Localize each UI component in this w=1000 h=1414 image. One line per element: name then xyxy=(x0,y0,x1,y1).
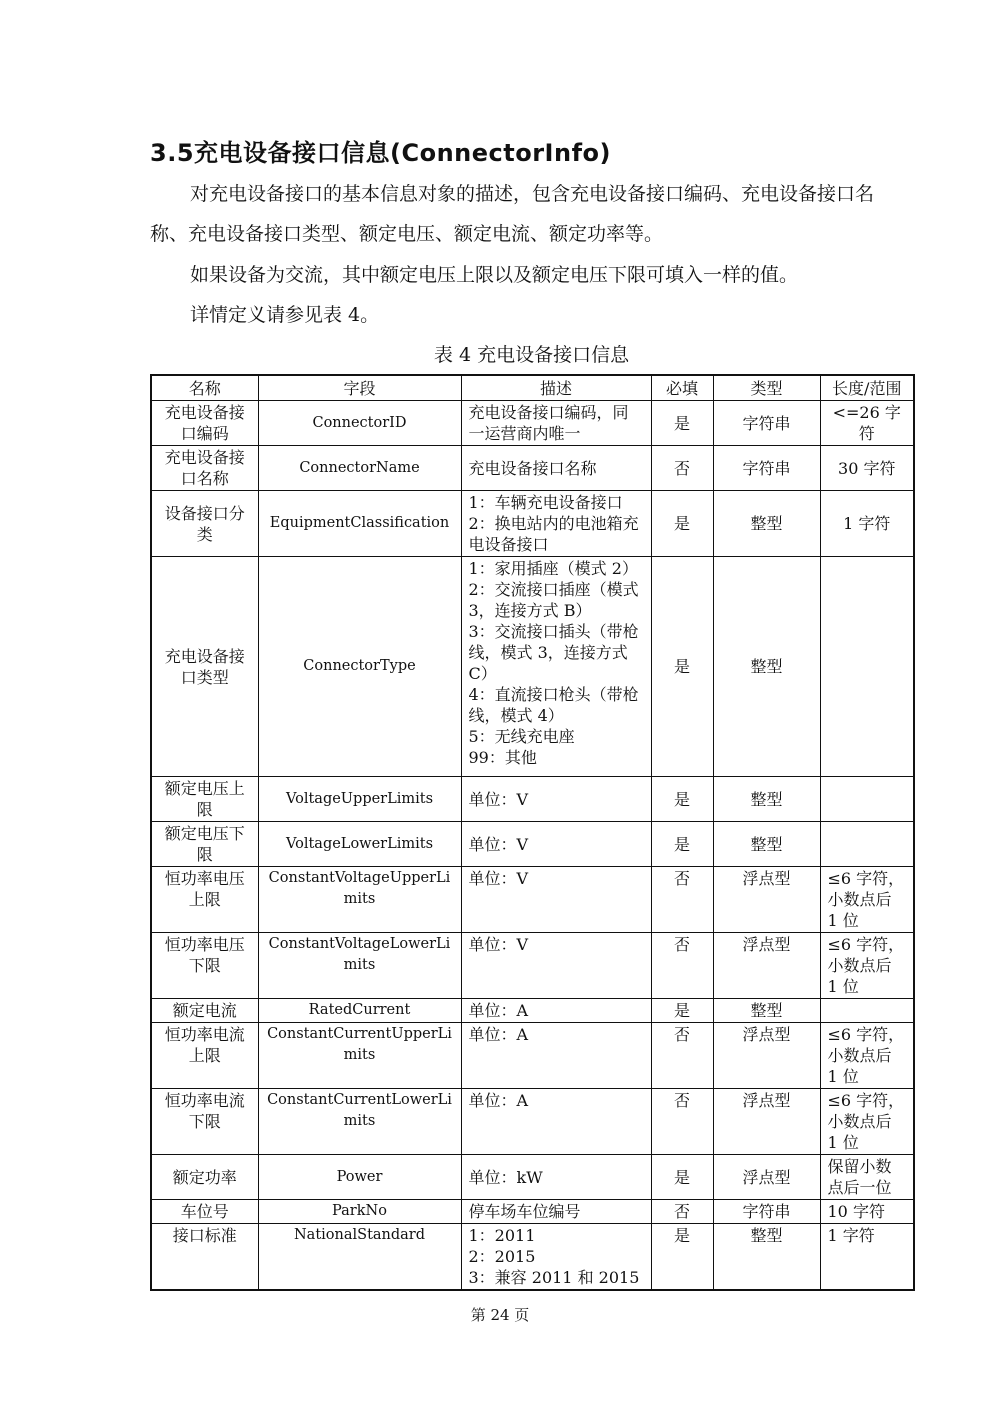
table-header-row xyxy=(151,375,914,401)
description-line: 2：交流接口插座（模式 3，连接方式 B） xyxy=(468,580,639,620)
cell-type: 浮点型 xyxy=(713,1023,820,1089)
cell-field: VoltageLowerLimits xyxy=(258,822,461,867)
cell-description xyxy=(461,557,651,777)
description-line: 单位：V xyxy=(468,789,529,809)
cell-length: 保留小数点后一位 xyxy=(820,1155,914,1200)
table-row xyxy=(151,1089,914,1155)
cell-length xyxy=(820,999,914,1023)
cell-description xyxy=(461,401,651,446)
table-row xyxy=(151,446,914,491)
cell-field: Power xyxy=(258,1155,461,1200)
cell-field: NationalStandard xyxy=(258,1224,461,1291)
cell-type: 浮点型 xyxy=(713,1089,820,1155)
table-row xyxy=(151,1023,914,1089)
cell-name: 充电设备接口类型 xyxy=(151,557,258,777)
header-type: 类型 xyxy=(713,375,820,401)
cell-length: <=26 字符 xyxy=(820,401,914,446)
cell-type: 整型 xyxy=(713,1224,820,1291)
cell-length: 1 字符 xyxy=(820,1224,914,1291)
description-line: 4：直流接口枪头（带枪线，模式 4） xyxy=(468,685,639,725)
cell-name: 充电设备接口编码 xyxy=(151,401,258,446)
table-row xyxy=(151,1200,914,1224)
description-line: 1：车辆充电设备接口 xyxy=(468,493,623,512)
description-line: 充电设备接口编码，同一运营商内唯一 xyxy=(468,403,629,443)
cell-type: 整型 xyxy=(713,777,820,822)
cell-length: 10 字符 xyxy=(820,1200,914,1224)
page-number: 第 24 页 xyxy=(470,1306,530,1324)
cell-description xyxy=(461,1155,651,1200)
cell-type: 字符串 xyxy=(713,1200,820,1224)
cell-required: 是 xyxy=(651,999,713,1023)
cell-name: 接口标准 xyxy=(151,1224,258,1291)
description-line: 充电设备接口名称 xyxy=(468,458,597,478)
cell-required: 否 xyxy=(651,867,713,933)
cell-description xyxy=(461,867,651,933)
cell-name: 额定电压下限 xyxy=(151,822,258,867)
paragraph-description: 对充电设备接口的基本信息对象的描述，包含充电设备接口编码、充电设备接口名称、充电设备接口类型、额定电压、额定电流、额定功率等。 xyxy=(150,183,875,245)
description-line: 1：家用插座（模式 2） xyxy=(468,559,638,578)
cell-description xyxy=(461,999,651,1023)
table-row xyxy=(151,557,914,777)
table-row xyxy=(151,822,914,867)
description-line: 2：换电站内的电池箱充电设备接口 xyxy=(468,514,639,554)
cell-field: ConstantCurrentLowerLimits xyxy=(258,1089,461,1155)
cell-type: 整型 xyxy=(713,491,820,557)
cell-field: EquipmentClassification xyxy=(258,491,461,557)
description-line: 单位：A xyxy=(468,1001,529,1020)
description-line: 1：2011 xyxy=(468,1226,536,1245)
table-row xyxy=(151,1224,914,1291)
cell-required: 是 xyxy=(651,491,713,557)
cell-type: 浮点型 xyxy=(713,867,820,933)
cell-description xyxy=(461,1200,651,1224)
cell-field: ConnectorType xyxy=(258,557,461,777)
table-row xyxy=(151,1155,914,1200)
cell-type: 字符串 xyxy=(713,401,820,446)
cell-field: ConstantVoltageLowerLimits xyxy=(258,933,461,999)
cell-type: 整型 xyxy=(713,557,820,777)
cell-name: 额定功率 xyxy=(151,1155,258,1200)
cell-name: 恒功率电压上限 xyxy=(151,867,258,933)
table-row xyxy=(151,933,914,999)
cell-required: 否 xyxy=(651,1089,713,1155)
table-row xyxy=(151,867,914,933)
cell-type: 整型 xyxy=(713,999,820,1023)
cell-length xyxy=(820,557,914,777)
table-row xyxy=(151,999,914,1023)
cell-length xyxy=(820,822,914,867)
cell-required: 是 xyxy=(651,1224,713,1291)
cell-description xyxy=(461,1224,651,1291)
description-line: 单位：V xyxy=(468,869,529,888)
cell-required: 否 xyxy=(651,1200,713,1224)
cell-required: 否 xyxy=(651,933,713,999)
cell-required: 是 xyxy=(651,822,713,867)
cell-description xyxy=(461,822,651,867)
table-row xyxy=(151,401,914,446)
cell-required: 否 xyxy=(651,1023,713,1089)
cell-length: ≤6 字符，小数点后 1 位 xyxy=(820,867,914,933)
cell-length: ≤6 字符，小数点后 1 位 xyxy=(820,1089,914,1155)
header-name: 名称 xyxy=(151,375,258,401)
cell-length: 1 字符 xyxy=(820,491,914,557)
cell-name: 恒功率电压下限 xyxy=(151,933,258,999)
cell-field: VoltageUpperLimits xyxy=(258,777,461,822)
header-field: 字段 xyxy=(258,375,461,401)
cell-type: 浮点型 xyxy=(713,1155,820,1200)
cell-name: 设备接口分类 xyxy=(151,491,258,557)
cell-field: ConnectorName xyxy=(258,446,461,491)
cell-type: 浮点型 xyxy=(713,933,820,999)
cell-name: 车位号 xyxy=(151,1200,258,1224)
description-line: 3：兼容 2011 和 2015 xyxy=(468,1268,640,1287)
cell-name: 额定电压上限 xyxy=(151,777,258,822)
description-line: 单位：A xyxy=(468,1091,529,1110)
paragraph-ac-note: 如果设备为交流，其中额定电压上限以及额定电压下限可填入一样的值。 xyxy=(190,264,799,286)
connector-info-table xyxy=(150,374,915,1291)
description-line: 单位：V xyxy=(468,834,529,854)
cell-length xyxy=(820,777,914,822)
cell-description xyxy=(461,1089,651,1155)
cell-length: ≤6 字符，小数点后 1 位 xyxy=(820,1023,914,1089)
cell-required: 是 xyxy=(651,401,713,446)
cell-length: ≤6 字符，小数点后 1 位 xyxy=(820,933,914,999)
description-line: 5：无线充电座 xyxy=(468,727,575,746)
cell-name: 充电设备接口名称 xyxy=(151,446,258,491)
cell-name: 恒功率电流上限 xyxy=(151,1023,258,1089)
cell-name: 恒功率电流下限 xyxy=(151,1089,258,1155)
description-line: 2：2015 xyxy=(468,1247,536,1266)
cell-required: 是 xyxy=(651,777,713,822)
cell-required: 否 xyxy=(651,446,713,491)
paragraph-reference: 详情定义请参见表 4。 xyxy=(190,304,380,326)
header-required: 必填 xyxy=(651,375,713,401)
section-heading: 3.5充电设备接口信息(ConnectorInfo) xyxy=(150,139,611,167)
description-line: 停车场车位编号 xyxy=(468,1202,581,1221)
cell-type: 字符串 xyxy=(713,446,820,491)
cell-description xyxy=(461,446,651,491)
cell-description xyxy=(461,491,651,557)
cell-required: 是 xyxy=(651,557,713,777)
description-line: 单位：A xyxy=(468,1025,529,1044)
description-line: 99：其他 xyxy=(468,748,537,767)
header-description: 描述 xyxy=(461,375,651,401)
header-length: 长度/范围 xyxy=(820,375,914,401)
cell-length: 30 字符 xyxy=(820,446,914,491)
cell-description xyxy=(461,777,651,822)
cell-field: ConstantCurrentUpperLimits xyxy=(258,1023,461,1089)
description-line: 单位：kW xyxy=(468,1167,543,1187)
cell-field: RatedCurrent xyxy=(258,999,461,1023)
table-caption: 表 4 充电设备接口信息 xyxy=(433,344,630,366)
cell-name: 额定电流 xyxy=(151,999,258,1023)
cell-field: ConnectorID xyxy=(258,401,461,446)
cell-description xyxy=(461,1023,651,1089)
table-row xyxy=(151,491,914,557)
cell-field: ConstantVoltageUpperLimits xyxy=(258,867,461,933)
table-row xyxy=(151,777,914,822)
cell-description xyxy=(461,933,651,999)
cell-required: 是 xyxy=(651,1155,713,1200)
cell-field: ParkNo xyxy=(258,1200,461,1224)
description-line: 3：交流接口插头（带枪线，模式 3，连接方式 C） xyxy=(468,622,639,683)
cell-type: 整型 xyxy=(713,822,820,867)
description-line: 单位：V xyxy=(468,935,529,954)
